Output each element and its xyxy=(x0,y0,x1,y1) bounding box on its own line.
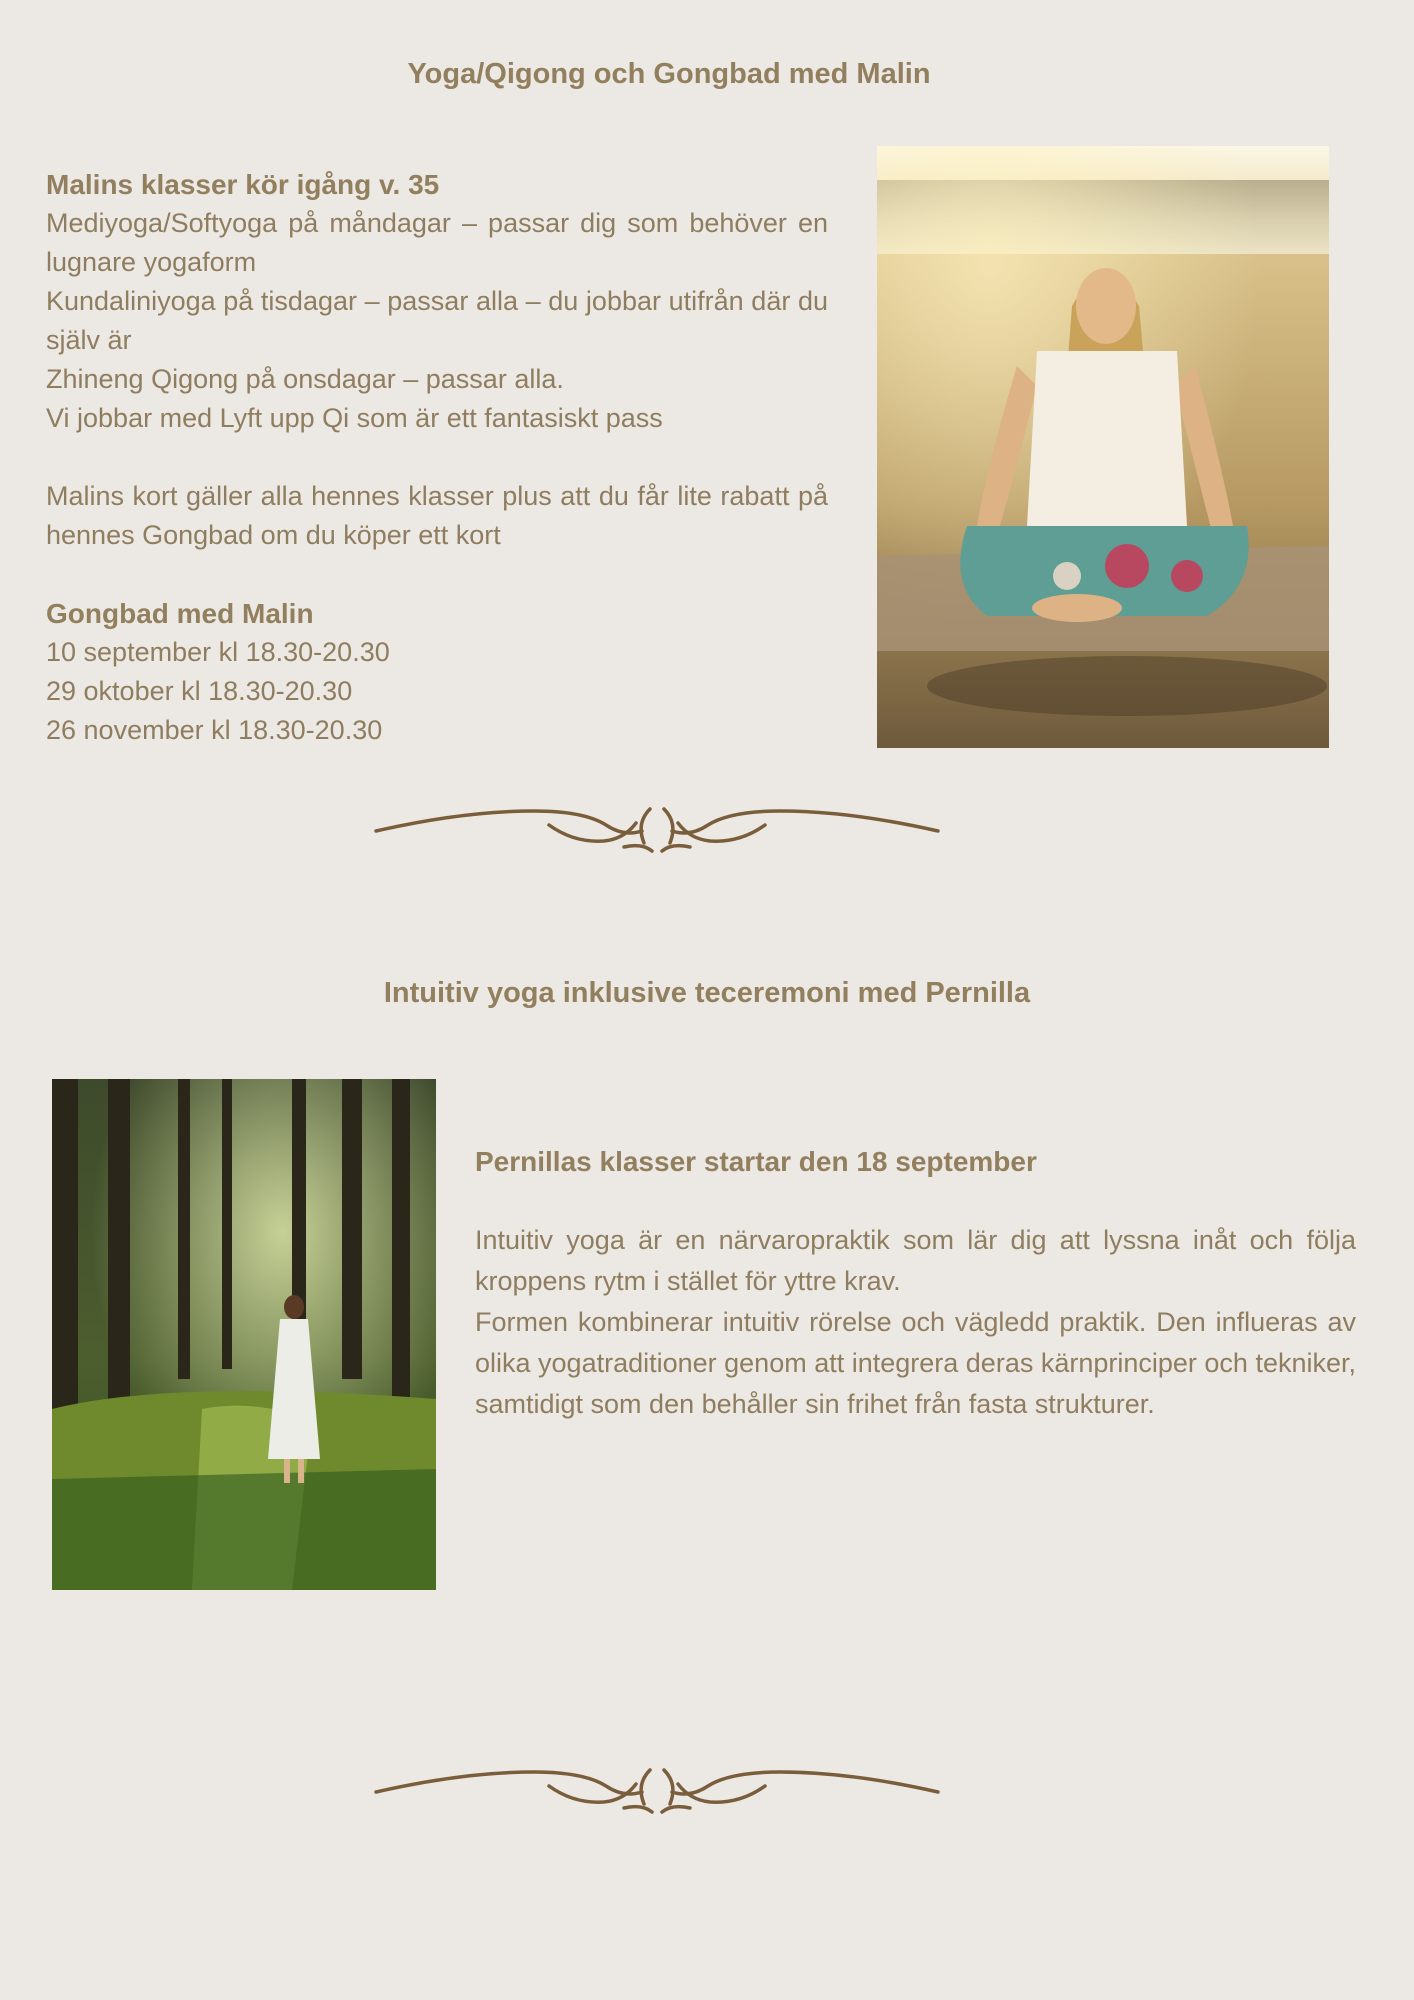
intuitive-yoga-paragraph: Intuitiv yoga är en närvaropraktik som lär dig att lyssna inåt och följa kroppens rytm i stället för yttre krav. xyxy=(475,1225,1356,1296)
class-line-lyft-qi: Vi jobbar med Lyft upp Qi som är ett fantasiskt pass xyxy=(46,403,663,433)
decorative-flourish-divider xyxy=(374,803,940,855)
class-line-kundalini: Kundaliniyoga på tisdagar – passar alla – du jobbar utifrån där du själv är xyxy=(46,286,828,355)
forest-walk-photo xyxy=(52,1079,436,1590)
class-line-qigong: Zhineng Qigong på onsdagar – passar alla. xyxy=(46,364,564,394)
section1-title: Yoga/Qigong och Gongbad med Malin xyxy=(407,58,931,90)
card-info-text: Malins kort gäller alla hennes klasser plus att du får lite rabatt på hennes Gongbad om du köper ett kort xyxy=(46,481,828,550)
pernilla-start-heading: Pernillas klasser startar den 18 september xyxy=(475,1146,1037,1177)
section2-title: Intuitiv yoga inklusive teceremoni med Pernilla xyxy=(383,977,1031,1009)
gongbad-date: 10 september kl 18.30-20.30 xyxy=(46,637,390,667)
gongbad-date: 26 november kl 18.30-20.30 xyxy=(46,715,383,745)
malin-classes-text xyxy=(46,165,828,750)
malin-classes-heading: Malins klasser kör igång v. 35 xyxy=(46,169,440,200)
class-line-mediyoga: Mediyoga/Softyoga på måndagar – passar dig som behöver en lugnare yogaform xyxy=(46,208,828,277)
beach-meditation-photo xyxy=(877,146,1329,748)
form-description-paragraph: Formen kombinerar intuitiv rörelse och vägledd praktik. Den influeras av olika yogatraditioner genom att integrera deras kärnprinciper och tekniker, samtidigt som den behåller sin frihet från fasta strukturer. xyxy=(475,1307,1356,1419)
pernilla-classes-text xyxy=(475,1141,1356,1425)
gongbad-heading: Gongbad med Malin xyxy=(46,598,314,629)
classes-list xyxy=(46,204,828,438)
decorative-flourish-divider xyxy=(374,1764,940,1816)
gongbad-date: 29 oktober kl 18.30-20.30 xyxy=(46,676,353,706)
